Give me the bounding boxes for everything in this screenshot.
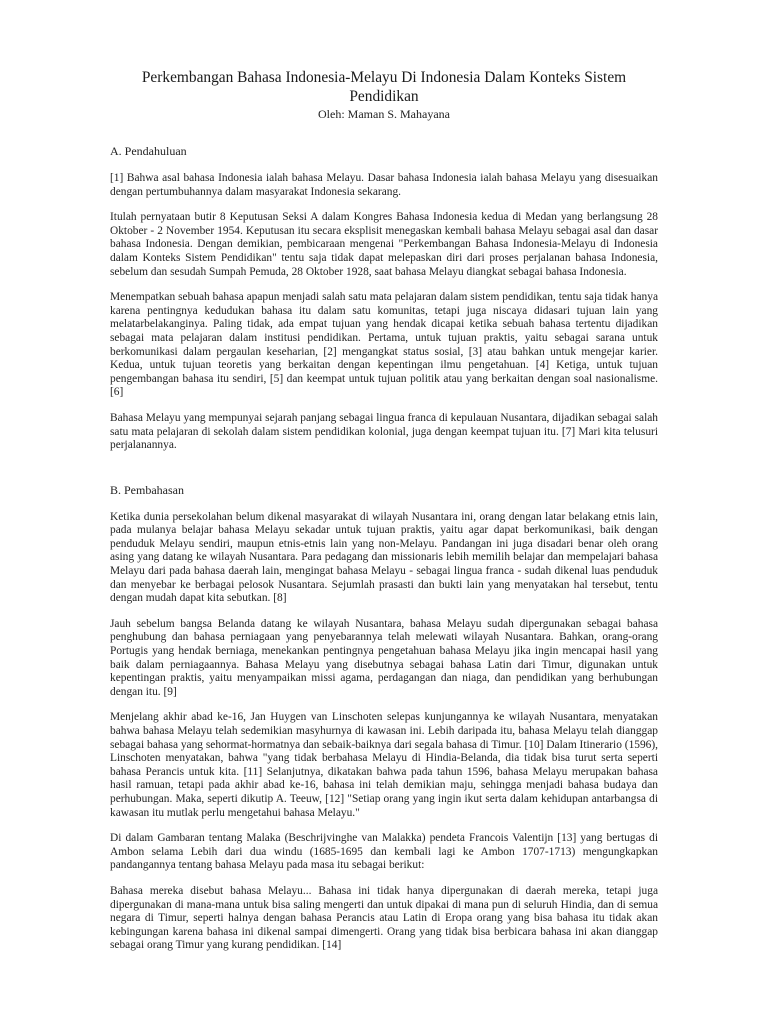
paragraph: [1] Bahwa asal bahasa Indonesia ialah bahasa Melayu. Dasar bahasa Indonesia ialah bahasa Melayu yang disesuaikan dengan pertumbuhannya dalam masyarakat Indonesia sekarang. <box>110 172 658 198</box>
paragraph: Jauh sebelum bangsa Belanda datang ke wilayah Nusantara, bahasa Melayu sudah dipergunakan sebagai bahasa penghubung dan bahasa perniagaan yang penyebarannya telah melewati wilayah Nusantara. Bahkan, orang-orang Portugis yang hendak berniaga, menekankan pentingnya pengetahuan bahasa Melayu jika ingin mencapai hasil yang baik dalam perniagaannya. Bahasa Melayu yang disebutnya sebagai bahasa Latin dari Timur, digunakan untuk kepentingan praktis, yaitu menyampaikan missi agama, perdagangan dan niaga, dan pendidikan yang berhubungan dengan itu. [9] <box>110 617 658 698</box>
paragraph: Menempatkan sebuah bahasa apapun menjadi salah satu mata pelajaran dalam sistem pendidikan, tentu saja tidak hanya karena pentingnya kedudukan bahasa itu dalam satu komunitas, tetapi juga niscaya didasari tujuan lain yang melatarbelakanginya. Paling tidak, ada empat tujuan yang hendak dicapai ketika sebuah bahasa tertentu dijadikan sebagai mata pelajaran dalam institusi pendidikan. Pertama, untuk tujuan praktis, yaitu sebagai sarana untuk berkomunikasi dalam pergaulan keseharian, [2] mengangkat status sosial, [3] atau bahkan untuk mengejar karier. Kedua, untuk tujuan teoretis yang berkaitan dengan kepentingan ilmu pengetahuan. [4] Ketiga, untuk tujuan pengembangan bahasa itu sendiri, [5] dan keempat untuk tujuan politik atau yang berkaitan dengan soal nasionalisme. [6] <box>110 291 658 399</box>
document-title: Perkembangan Bahasa Indonesia-Melayu Di Indonesia Dalam Konteks Sistem Pendidikan <box>141 69 627 105</box>
section-heading-b: B. Pembahasan <box>110 482 184 497</box>
paragraph: Ketika dunia persekolahan belum dikenal masyarakat di wilayah Nusantara ini, orang dengan latar belakang etnis lain, pada mulanya belajar bahasa Melayu sekadar untuk tujuan praktis, yaitu agar dapat berkomunikasi, baik dengan penduduk Melayu sendiri, maupun etnis-etnis lain yang non-Melayu. Pandangan ini juga disadari benar oleh orang asing yang datang ke wilayah Nusantara. Para pedagang dan missionaris lebih memilih belajar dan mempelajari bahasa Melayu dari pada bahasa daerah lain, mengingat bahasa Melayu - sebagai lingua franca - sudah dikenal luas penduduk dan menyebar ke berbagai pelosok Nusantara. Sejumlah prasasti dan bukti lain yang menyatakan hal tersebut, tentu dengan mudah dapat kita sebutkan. [8] <box>110 510 658 605</box>
paragraph: Itulah pernyataan butir 8 Keputusan Seksi A dalam Kongres Bahasa Indonesia kedua di Medan yang berlangsung 28 Oktober - 2 November 1954. Keputusan itu secara eksplisit menegaskan kembali bahasa Melayu sebagai asal dan dasar bahasa Indonesia. Dengan demikian, pembicaraan mengenai "Perkembangan Bahasa Indonesia-Melayu di Indonesia dalam Konteks Sistem Pendidikan" tentu saja tidak dapat melepaskan diri dari proses perjalanan bahasa Indonesia, sebelum dan sesudah Sumpah Pemuda, 28 Oktober 1928, saat bahasa Melayu diangkat sebagai bahasa Indonesia. <box>110 211 658 278</box>
paragraph: Di dalam Gambaran tentang Malaka (Beschrijvinghe van Malakka) pendeta Francois Valentijn [13] yang bertugas di Ambon selama Lebih dari dua windu (1685-1695 dan kembali lagi ke Ambon 1707-1713) mengungkapkan pandangannya tentang bahasa Melayu pada masa itu sebagai berikut: <box>110 832 658 872</box>
section-heading-a: A. Pendahuluan <box>110 144 187 158</box>
document-author: Oleh: Maman S. Mahayana <box>318 107 450 121</box>
paragraph: Bahasa Melayu yang mempunyai sejarah panjang sebagai lingua franca di kepulauan Nusantara, dijadikan sebagai salah satu mata pelajaran di sekolah dalam sistem pendidikan kolonial, juga dengan keempat tujuan itu. [7] Mari kita telusuri perjalanannya. <box>110 411 658 452</box>
paragraph: Bahasa mereka disebut bahasa Melayu... Bahasa ini tidak hanya dipergunakan di daerah mereka, tetapi juga dipergunakan di mana-mana untuk bisa saling mengerti dan untuk dipakai di mana pun di seluruh Hindia, dan di semua negara di Timur, seperti halnya dengan bahasa Perancis atau Latin di Eropa orang yang bisa bahasa itu tidak akan kebingungan karena bahasa ini dikenal sampai dimengerti. Orang yang tidak bisa berbicara bahasa ini akan dianggap sebagai orang Timur yang kurang pendidikan. [14] <box>110 884 658 952</box>
paragraph: Menjelang akhir abad ke-16, Jan Huygen van Linschoten selepas kunjungannya ke wilayah Nusantara, menyatakan bahwa bahasa Melayu telah sedemikian masyhurnya di kawasan ini. Lebih daripada itu, bahasa Melayu telah dianggap sebagai bahasa yang sehormat-hormatnya dan sebaik-baiknya dari segala bahasa di Timur. [10] Dalam Itinerario (1596), Linschoten menyatakan, bahwa "yang tidak berbahasa Melayu di Hindia-Belanda, dia tidak bisa turut serta seperti bahasa Perancis untuk kita. [11] Selanjutnya, dikatakan bahwa pada tahun 1596, bahasa Melayu merupakan bahasa hasil ramuan, tetapi pada akhir abad ke-16, bahasa ini telah demikian maju, sehingga menjadi bahasa budaya dan perhubungan. Maka, seperti dikutip A. Teeuw, [12] "Setiap orang yang ingin ikut serta dalam kehidupan antarbangsa di kawasan itu mutlak perlu mengetahui bahasa Melayu." <box>110 711 658 819</box>
